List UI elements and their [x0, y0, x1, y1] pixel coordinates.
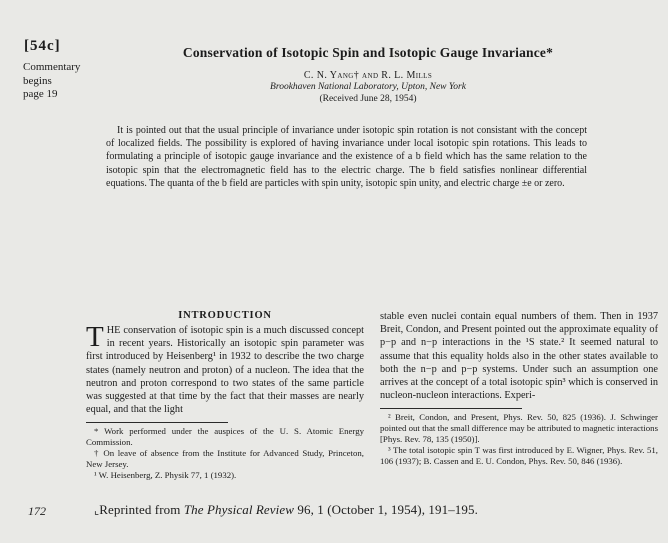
paper-header — [88, 45, 648, 104]
intro-paragraph-right: stable even nuclei contain equal numbers of them. Then in 1937 Breit, Condon, and Present pointed out the approximate equality of p−p and n−p interactions in the ¹S state.² It seemed natural to assume that this equality holds also in the other states available to both the n−p and p−p systems. Under such an assumption one arrives at the concept of a total isotopic spin³ which is conserved in nucleon-nucleon interactions. Experi- — [380, 311, 658, 402]
commentary-line: begins — [23, 74, 52, 87]
footnote-item: ¹ W. Heisenberg, Z. Physik 77, 1 (1932). — [94, 470, 237, 481]
reprint-corner-mark: ⌞ — [94, 505, 100, 517]
footnotes-right — [380, 412, 658, 467]
commentary-line: Commentary — [23, 61, 81, 73]
drop-cap: T — [86, 321, 104, 353]
intro-paragraph-left — [86, 321, 364, 416]
footnotes-left — [86, 426, 364, 481]
introduction-section — [86, 310, 658, 481]
footnote-item: ² Breit, Condon, and Present, Phys. Rev. 50, 825 (1936). J. Schwinger pointed out that the small difference may be attributed to magnetic interactions [Phys. Rev. 78, 135 (1950)]. — [380, 412, 658, 445]
affiliation-line: Brookhaven National Laboratory, Upton, New York — [270, 82, 466, 92]
margin-commentary-note — [23, 61, 80, 102]
page-number: 172 — [28, 504, 46, 518]
reprint-citation — [94, 502, 478, 518]
intro-paragraph-left-text: HE conservation of isotopic spin is a much discussed concept in recent years. Historically an isotopic spin parameter was first introduced by Heisenberg¹ in 1932 to describe the two charge states (namely neutron and proton) of a nucleon. The idea that the neutron and proton correspond to two states of the same particle was suggested at that time by the fact that their masses are nearly equal, and that the light — [86, 325, 364, 416]
left-column — [86, 310, 364, 481]
authors-line: C. N. Yang† and R. L. Mills — [303, 70, 433, 81]
footnote-item: ³ The total isotopic spin T was first introduced by E. Wigner, Phys. Rev. 51, 106 (1937); B. Cassen and E. U. Condon, Phys. Rev. 50, 846 (1936). — [380, 445, 658, 467]
section-heading-introduction: INTRODUCTION — [178, 310, 272, 321]
margin-paper-id: [54c] — [24, 38, 61, 54]
footnote-item: † On leave of absence from the Institute for Advanced Study, Princeton, New Jersey. — [86, 448, 364, 470]
reprint-prefix: Reprinted from — [99, 502, 184, 517]
reprint-suffix: 96, 1 (October 1, 1954), 191–195. — [294, 502, 478, 517]
received-date: (Received June 28, 1954) — [319, 94, 417, 104]
abstract-text: It is pointed out that the usual principle of invariance under isotopic spin rotation is not consistant with the concept of localized fields. The possibility is explored of having invariance under local isotopic spin rotations. This leads to formulating a principle of isotopic gauge invariance and the existence of a b field which has the same relation to the isotopic spin that the electromagnetic field has to the electric charge. The b field satisfies nonlinear differential equations. The quanta of the b field are particles with spin unity, isotopic spin unity, and electric charge ±e or zero. — [106, 125, 587, 189]
footnote-item: * Work performed under the auspices of the U. S. Atomic Energy Commission. — [86, 426, 364, 448]
journal-title: The Physical Review — [183, 502, 295, 517]
footnote-rule-left — [86, 422, 228, 423]
right-column — [380, 310, 658, 481]
commentary-line: page 19 — [23, 88, 58, 100]
footnote-rule-right — [380, 408, 522, 409]
paper-title: Conservation of Isotopic Spin and Isotopic Gauge Invariance* — [182, 45, 554, 60]
